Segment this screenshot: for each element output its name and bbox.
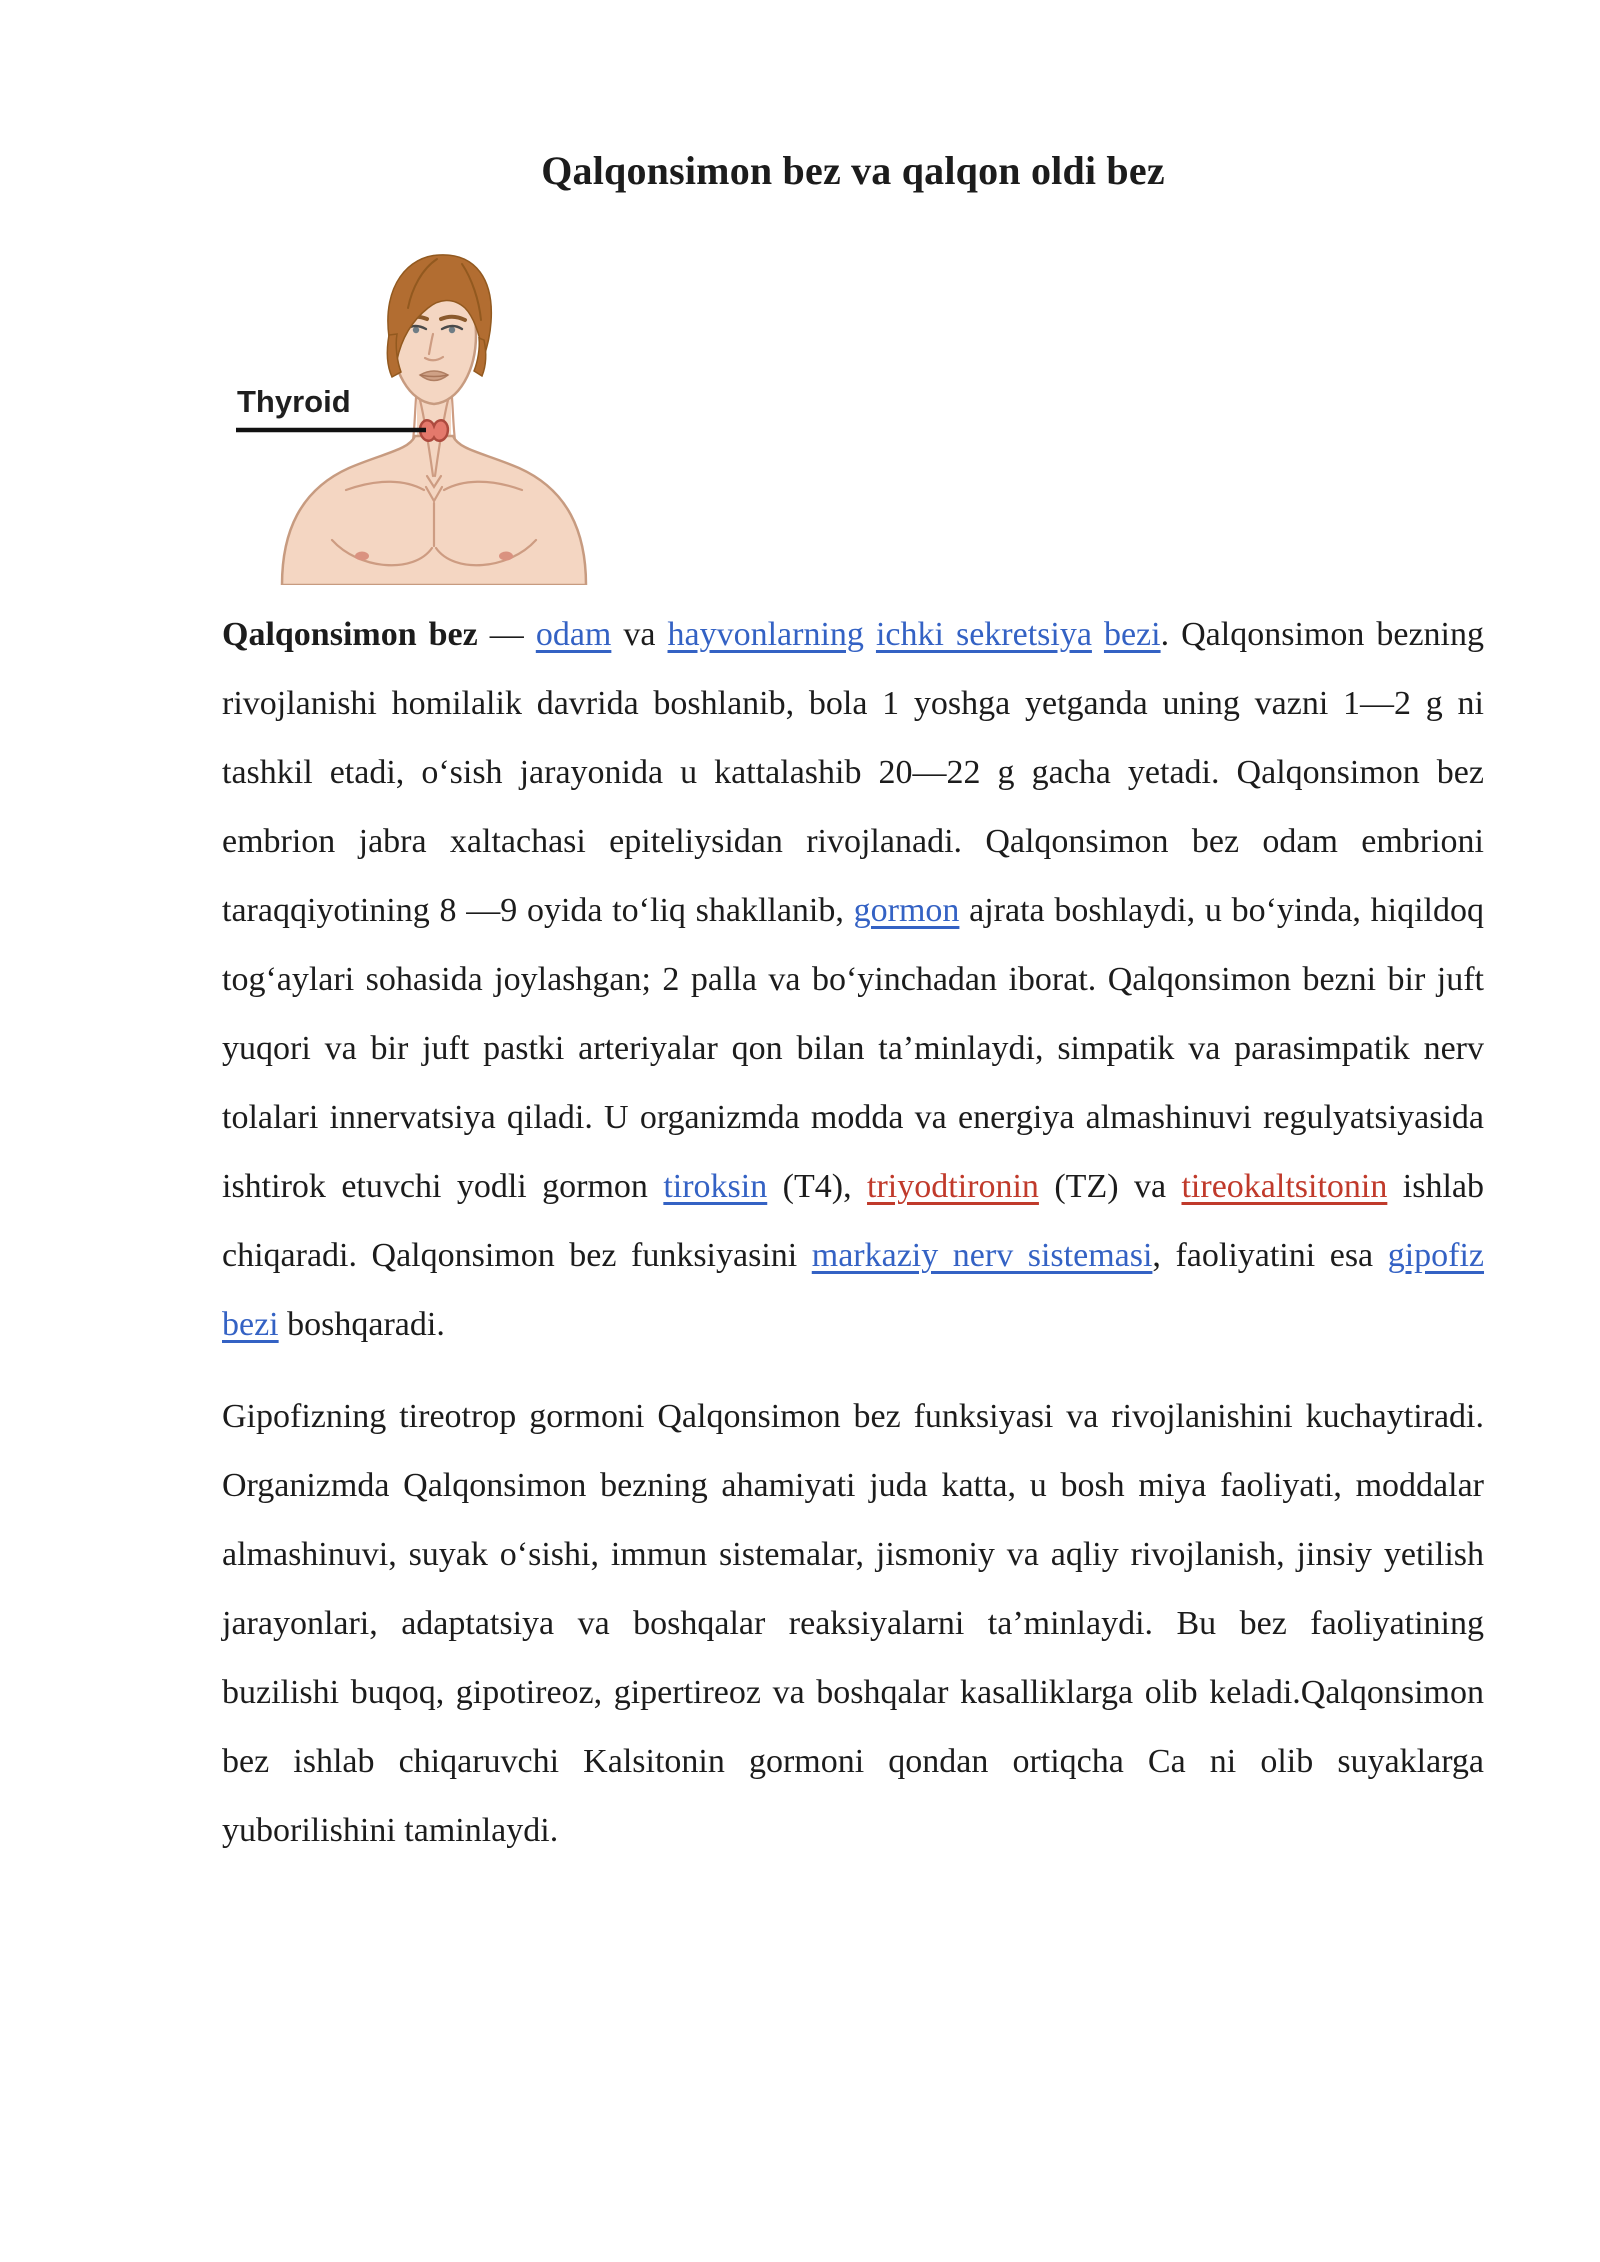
text-run <box>1092 616 1104 653</box>
text-run: , faoliyatini esa <box>1152 1237 1388 1274</box>
text-run: ajrata boshlaydi, u bo‘yinda, hiqildoq tog‘aylari sohasida joylashgan; 2 palla va bo‘yinchadan iborat. Qalqonsimon bezni bir juft yuqori va bir juft pastki arteriyalar qon bilan ta’minlaydi, simpatik va parasimpatik nerv tolalari innervatsiya qiladi. U organizmda modda va energiya almashinuvi regulyatsiyasida ishtirok etuvchi yodli gormon <box>222 892 1484 1205</box>
thyroid-figure <box>234 240 594 585</box>
paragraph-1 <box>222 600 1484 1359</box>
hyperlink-tiroksin[interactable]: tiroksin <box>663 1168 768 1205</box>
text-run: va <box>611 616 668 653</box>
text-run <box>864 616 876 653</box>
text-run: Gipofizning tireotrop gormoni Qalqonsimon bez funksiyasi va rivojlanishini kuchaytiradi. Organizmda Qalqonsimon bezning ahamiyati juda katta, u bosh miya faoliyati, moddalar almashinuvi, suyak o‘sishi, immun sistemalar, jismoniy va aqliy rivojlanish, jinsiy yetilish jarayonlari, adaptatsiya va boshqalar reaksiyalarni ta’minlaydi. Bu bez faoliyatining buzilishi buqoq, gipotireoz, gipertireoz va boshqalar kasalliklarga olib keladi.Qalqonsimon bez ishlab chiqaruvchi Kalsitonin gormoni qondan ortiqcha Ca ni olib suyaklarga yuborilishini taminlaydi. <box>222 1398 1484 1849</box>
hyperlink-odam[interactable]: odam <box>535 616 612 653</box>
text-run: . Qalqonsimon bezning rivojlanishi homilalik davrida boshlanib, bola 1 yoshga yetganda uning vazni 1—2 g ni tashkil etadi, o‘sish jarayonida u kattalashib 20—22 g gacha yetadi. Qalqonsimon bez embrion jabra xaltachasi epiteliysidan rivojlanadi. Qalqonsimon bez odam embrioni taraqqiyotining 8 —9 oyida to‘liq shakllanib, <box>222 616 1484 929</box>
nipple-left <box>355 552 369 561</box>
thyroid-figure-label: Thyroid <box>237 384 351 419</box>
hyperlink-gipofiz-bezi[interactable]: gipofiz bezi <box>222 1237 1485 1343</box>
hyperlink-gormon[interactable]: gormon <box>853 892 960 929</box>
text-run: (TZ) va <box>1038 1168 1182 1205</box>
thyroid-illustration <box>234 240 594 585</box>
hyperlink-ichki-sekretsiya[interactable]: ichki sekretsiya <box>875 616 1092 653</box>
text-run: (T4), <box>767 1168 868 1205</box>
hyperlink-triyodtironin[interactable]: triyodtironin <box>867 1168 1039 1205</box>
paragraph-2 <box>222 1382 1484 1865</box>
nipple-right <box>499 552 513 561</box>
hyperlink-hayvonlarning[interactable]: hayvonlarning <box>667 616 864 653</box>
hyperlink-markaziy-nerv-sistemasi[interactable]: markaziy nerv sistemasi <box>811 1237 1153 1274</box>
hyperlink-bezi[interactable]: bezi <box>1103 616 1161 653</box>
torso-shape <box>282 436 586 585</box>
page-title: Qalqonsimon bez va qalqon oldi bez <box>541 148 1165 193</box>
text-run: Qalqonsimon bez <box>222 616 478 653</box>
text-run: ishlab chiqaradi. Qalqonsimon bez funksiyasini <box>222 1168 1484 1274</box>
text-run: boshqaradi. <box>278 1306 445 1343</box>
hyperlink-tireokaltsitonin[interactable]: tireokaltsitonin <box>1181 1168 1388 1205</box>
text-run: — <box>477 616 536 653</box>
